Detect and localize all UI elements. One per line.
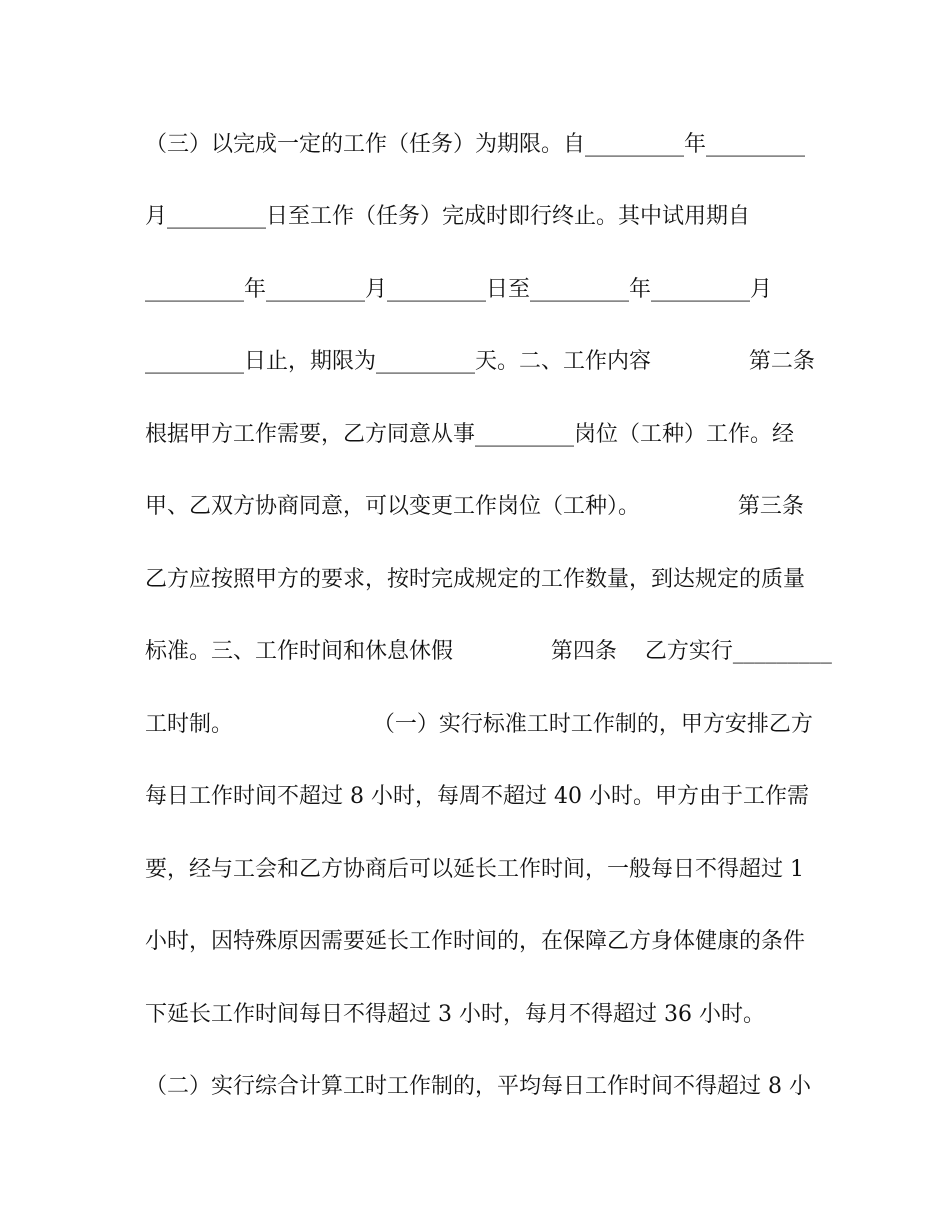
text-line: _________年_________月_________日至_________年_________月 <box>145 277 773 302</box>
text-line: _________日止，期限为_________天。二、工作内容 第二条 <box>145 349 815 374</box>
text-line: （三）以完成一定的工作（任务）为期限。自_________年_________ <box>145 132 806 157</box>
text-line: 工时制。 （一）实行标准工时工作制的，甲方安排乙方 <box>145 712 813 737</box>
text-line: 根据甲方工作需要，乙方同意从事_________岗位（工种）工作。经 <box>145 422 795 447</box>
text-line: （二）实行综合计算工时工作制的，平均每日工作时间不得超过 8 小 <box>145 1074 811 1099</box>
text-line: 要，经与工会和乙方协商后可以延长工作时间，一般每日不得超过 1 <box>145 857 804 882</box>
text-line: 标准。三、工作时间和休息休假 第四条 乙方实行_________ <box>145 639 832 664</box>
text-line: 甲、乙双方协商同意，可以变更工作岗位（工种）。 第三条 <box>145 494 804 519</box>
text-line: 月_________日至工作（任务）完成时即行终止。其中试用期自 <box>145 204 751 229</box>
text-line: 小时，因特殊原因需要延长工作时间的，在保障乙方身体健康的条件 <box>145 929 806 954</box>
text-line: 下延长工作时间每日不得超过 3 小时，每月不得超过 36 小时。 <box>145 1002 765 1027</box>
text-line: 乙方应按照甲方的要求，按时完成规定的工作数量，到达规定的质量 <box>145 567 806 592</box>
text-line: 每日工作时间不超过 8 小时，每周不超过 40 小时。甲方由于工作需 <box>145 784 809 809</box>
